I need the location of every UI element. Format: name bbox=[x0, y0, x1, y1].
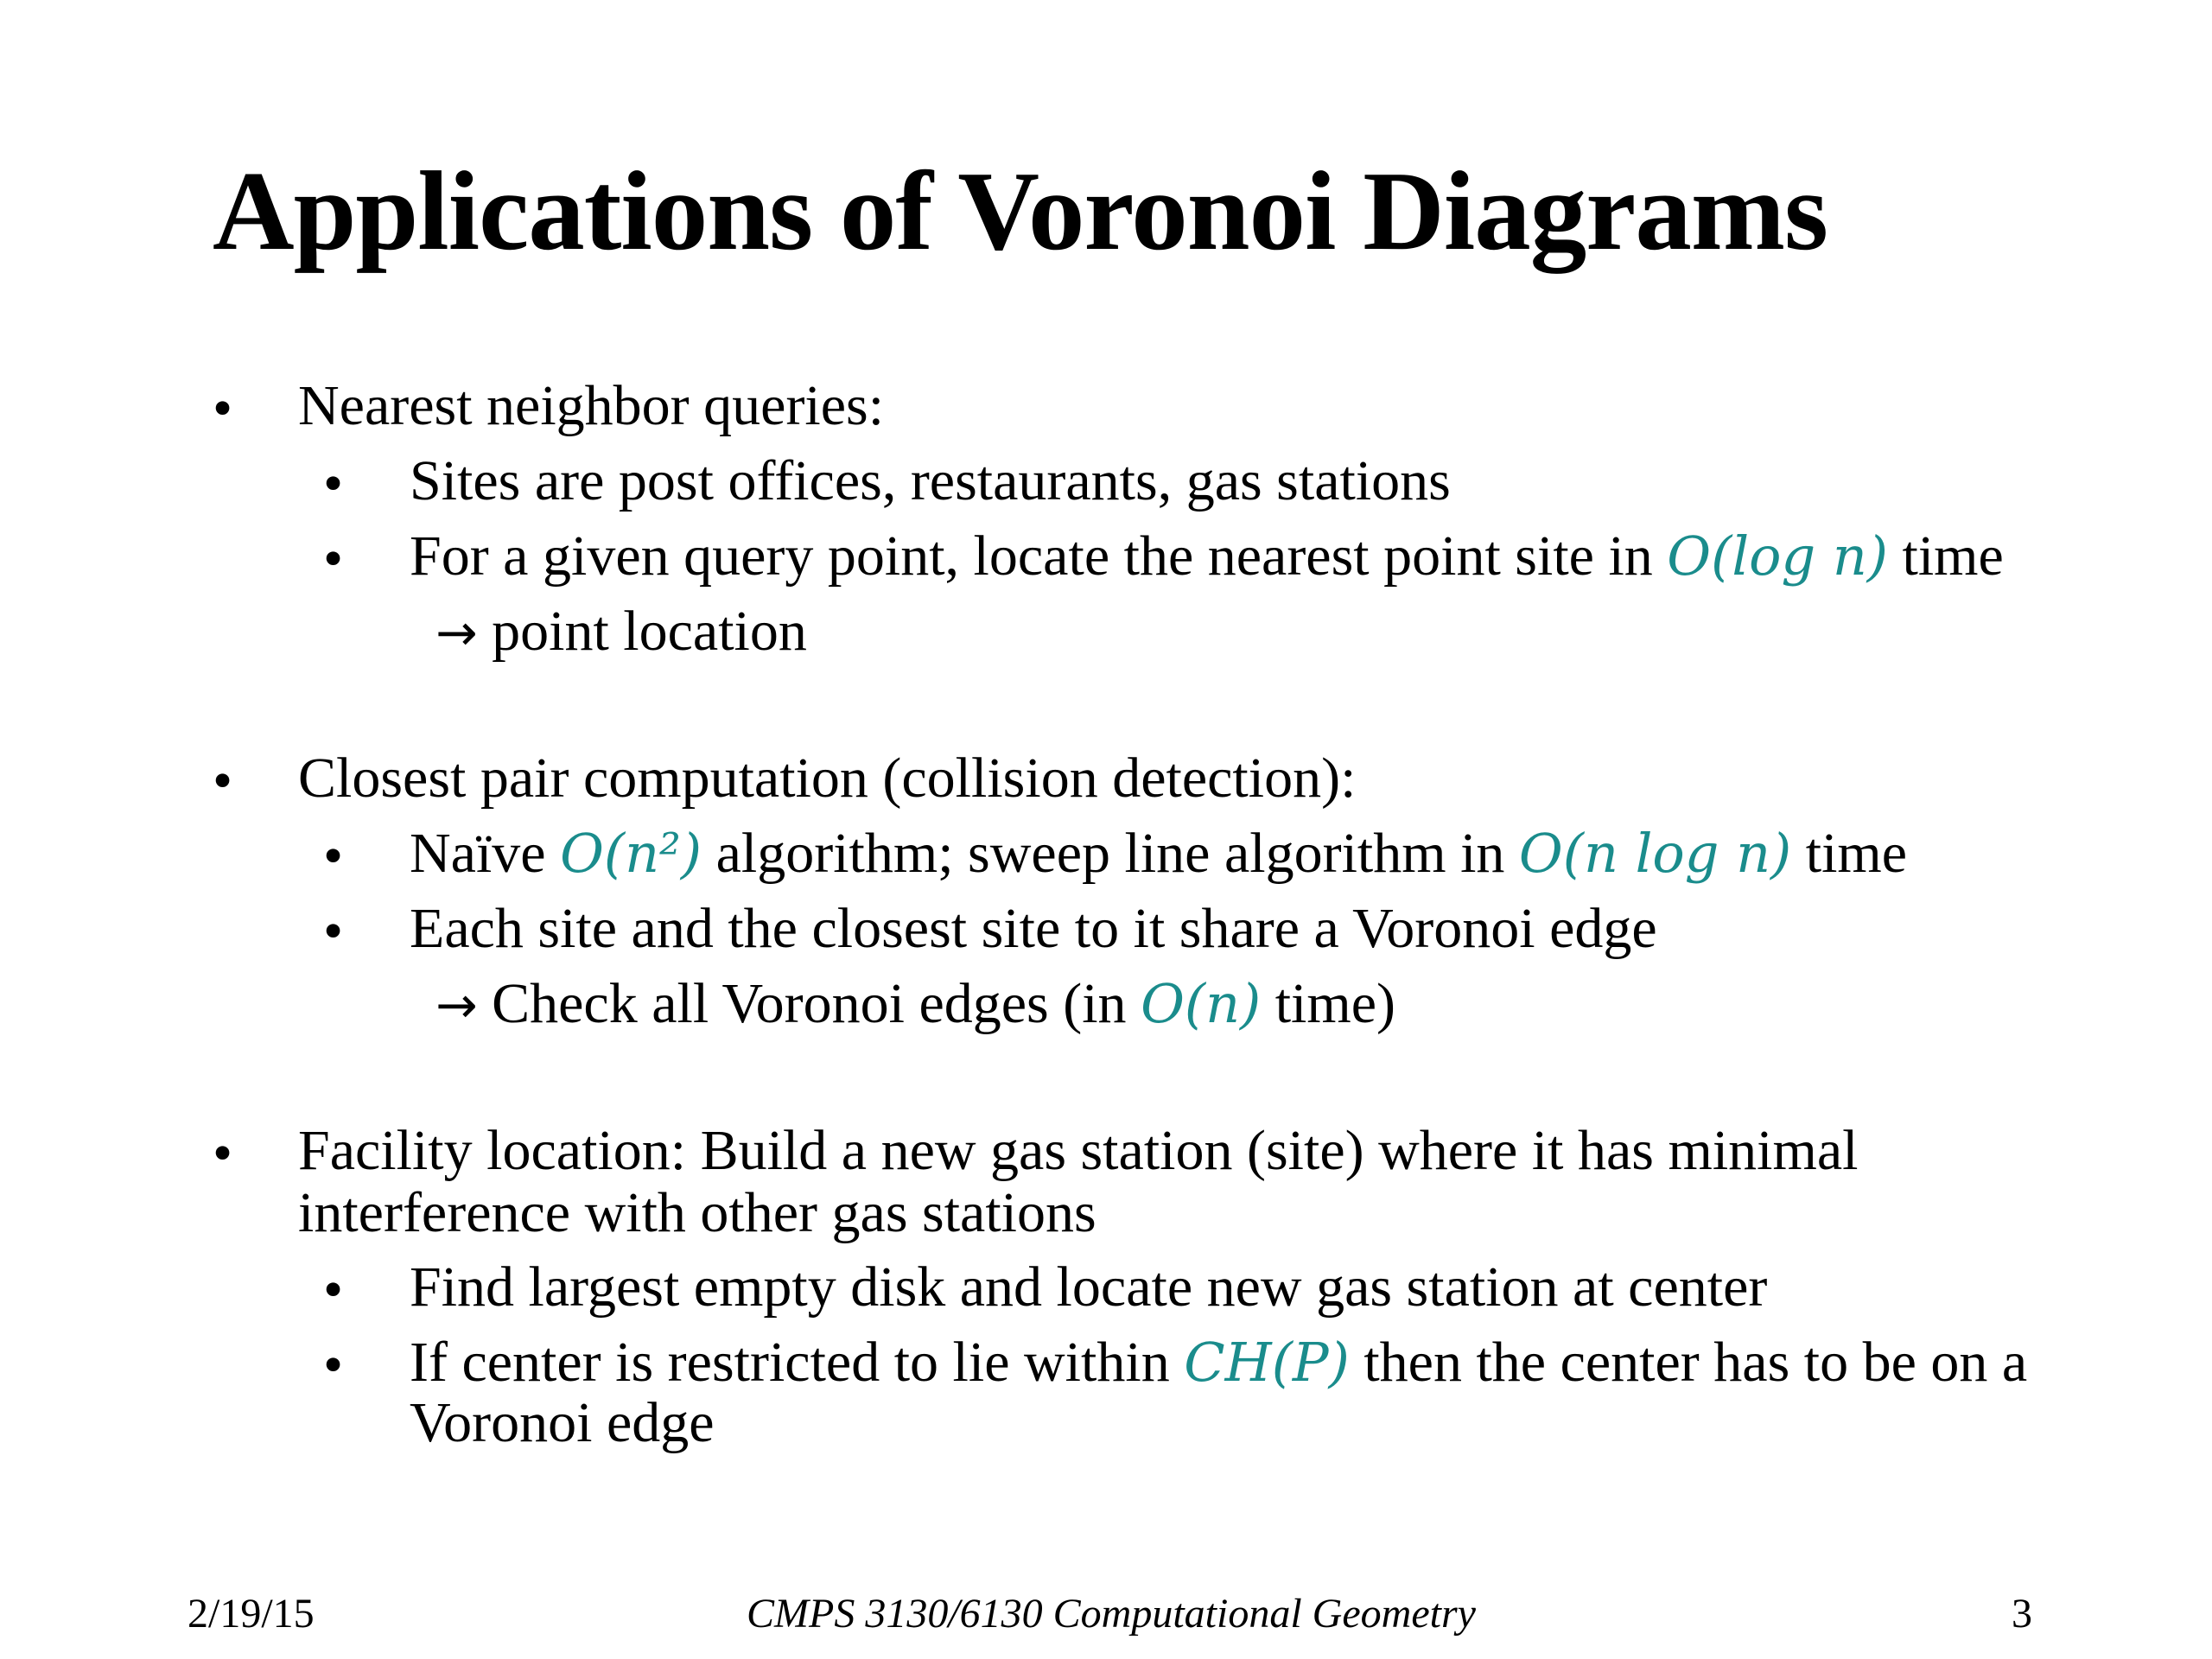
sub-bullet-convex-hull bbox=[410, 1330, 2027, 1395]
sub-bullet-voronoi-edge: Each site and the closest site to it share a Voronoi edge bbox=[410, 897, 1657, 960]
sub-bullet-query-point bbox=[410, 524, 2004, 589]
text: then the center has to be on a bbox=[1349, 1331, 2028, 1394]
text: time) bbox=[1261, 972, 1395, 1035]
right-arrow-icon: → bbox=[435, 976, 478, 1034]
bullet-marker: • bbox=[323, 1333, 344, 1396]
text: Naïve bbox=[410, 822, 561, 885]
sub-bullet-point-location bbox=[435, 599, 807, 664]
bullet-facility-location-cont: interference with other gas stations bbox=[298, 1181, 1096, 1244]
bullet-marker: • bbox=[213, 749, 233, 812]
math-ch-p: CH(P) bbox=[1184, 1331, 1350, 1394]
text: For a given query point, locate the nearest point site in bbox=[410, 524, 1668, 588]
bullet-marker: • bbox=[323, 1258, 344, 1321]
sub-bullet-sites: Sites are post offices, restaurants, gas stations bbox=[410, 449, 1451, 512]
bullet-marker: • bbox=[323, 824, 344, 887]
text: algorithm; sweep line algorithm in bbox=[702, 822, 1519, 885]
bullet-marker: • bbox=[323, 527, 344, 590]
bullet-nearest-neighbor: Nearest neighbor queries: bbox=[298, 374, 885, 437]
slide-title: Applications of Voronoi Diagrams bbox=[213, 149, 1827, 274]
right-arrow-icon: → bbox=[435, 603, 478, 662]
sub-bullet-naive bbox=[410, 821, 1907, 887]
text: If center is restricted to lie within bbox=[410, 1331, 1185, 1394]
bullet-marker: • bbox=[323, 452, 344, 515]
text: point location bbox=[477, 600, 807, 663]
bullet-marker: • bbox=[213, 1122, 233, 1185]
footer-date: 2/19/15 bbox=[188, 1591, 315, 1637]
math-o-n: O(n) bbox=[1141, 972, 1262, 1035]
sub-bullet-convex-hull-cont: Voronoi edge bbox=[410, 1391, 715, 1454]
math-o-log-n: O(log n) bbox=[1667, 524, 1888, 588]
math-o-n-squared: O(n²) bbox=[560, 822, 702, 885]
bullet-closest-pair: Closest pair computation (collision detection): bbox=[298, 747, 1357, 810]
bullet-facility-location: Facility location: Build a new gas station (site) where it has minimal bbox=[298, 1119, 1859, 1182]
math-o-n-log-n: O(n log n) bbox=[1518, 822, 1792, 885]
sub-bullet-largest-disk: Find largest empty disk and locate new gas station at center bbox=[410, 1255, 1768, 1319]
text: time bbox=[1888, 524, 2004, 588]
footer-course: CMPS 3130/6130 Computational Geometry bbox=[747, 1591, 1476, 1637]
bullet-marker: • bbox=[213, 377, 233, 440]
text: Check all Voronoi edges (in bbox=[477, 972, 1141, 1035]
footer-page-number: 3 bbox=[2012, 1591, 2032, 1637]
sub-bullet-check-edges bbox=[435, 971, 1395, 1037]
text: time bbox=[1791, 822, 1908, 885]
bullet-marker: • bbox=[323, 899, 344, 963]
